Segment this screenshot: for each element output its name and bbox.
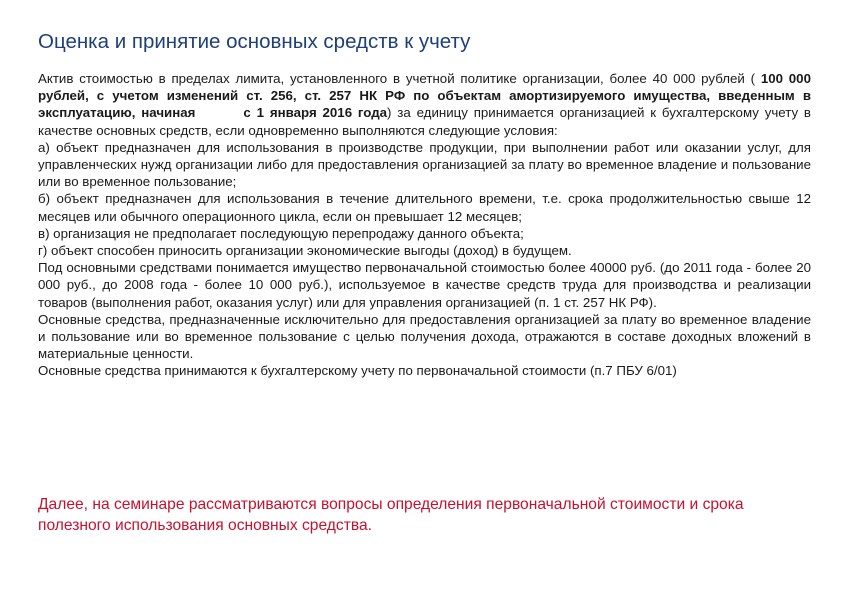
page-title: Оценка и принятие основных средств к учету [38,30,471,53]
bold-limit-change: 100 000 рублей, с учетом изменений ст. 256, ст. 257 НК РФ по объектам амортизируемого имущества, введенным в эксплуатацию, начиная [38,71,811,121]
body-text [38,70,811,380]
bold-date: с 1 января 2016 года [243,105,388,121]
paragraph-profitable-investments: Основные средства, предназначенные исключительно для предоставления организацией за плату во временное владение и пользование или во временное пользование с целью получения дохода, отражаются в составе доходных вложений в материальные ценности. [38,311,811,362]
paragraph-initial-cost: Основные средства принимаются к бухгалтерскому учету по первоначальной стоимости (п.7 ПБУ 6/01) [38,363,677,379]
footer-note: Далее, на семинаре рассматриваются вопросы определения первоначальной стоимости и срока полезного использования основных средства. [38,496,744,534]
condition-b: б) объект предназначен для использования в течение длительного времени, т.е. срока продолжительностью свыше 12 месяцев или обычного операционного цикла, если он превышает 12 месяцев; [38,191,811,224]
paragraph-asset-threshold-end: ) за единицу принимается организацией к бухгалтерскому учету в качестве основных средств, если одновременно выполняются следующие условия: [38,105,811,138]
paragraph-asset-threshold-start: Актив стоимостью в пределах лимита, установленного в учетной политике организации, более 40 000 рублей ( [38,71,756,86]
condition-v: в) организация не предполагает последующую перепродажу данного объекта; [38,225,524,241]
paragraph-definition: Под основными средствами понимается имущество первоначальной стоимостью более 40000 руб. (до 2011 года - более 20 000 руб., до 2008 года - более 10 000 руб.), используемое в качестве средств труда для производства и реализации товаров (выполнения работ, оказания услуг) или для управления организацией (п. 1 ст. 257 НК РФ). [38,260,811,310]
condition-g: г) объект способен приносить организации экономические выгоды (доход) в будущем. [38,243,572,259]
paragraph-asset-threshold [38,70,811,139]
condition-a: а) объект предназначен для использования в производстве продукции, при выполнении работ или оказании услуг, для управленческих нужд организации либо для предоставления организацией за плату во временное владение и пользование или во временное пользование; [38,139,811,190]
